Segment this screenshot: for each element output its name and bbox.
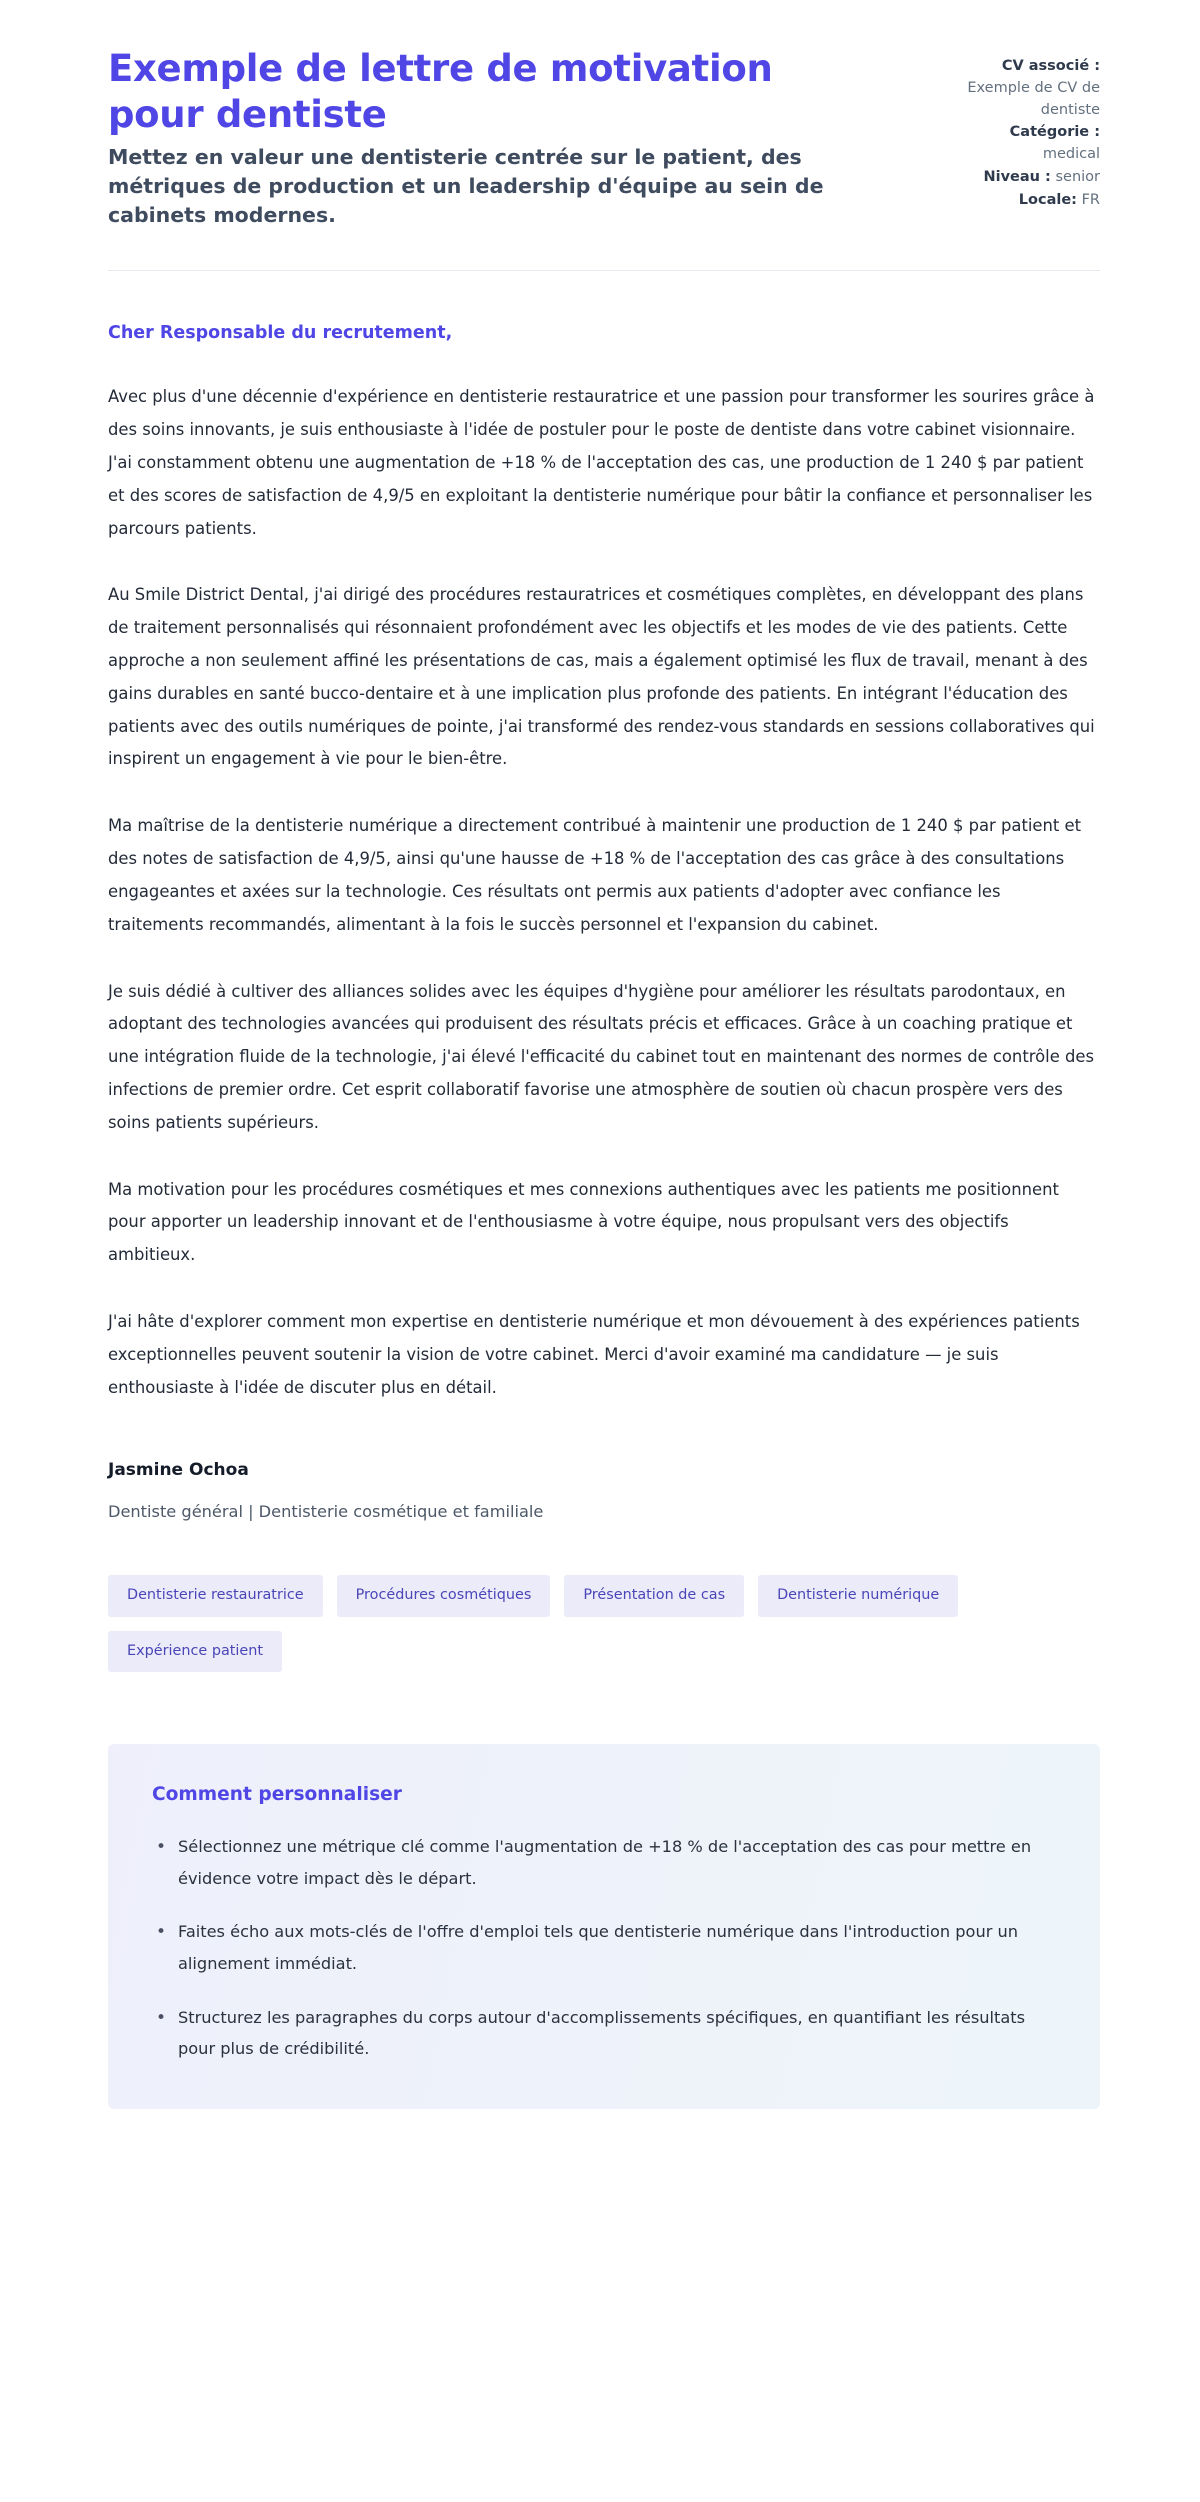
tag-chip[interactable]: Dentisterie numérique [758, 1575, 958, 1616]
tag-chip[interactable]: Procédures cosmétiques [337, 1575, 551, 1616]
cover-letter-body [108, 271, 1100, 1521]
meta-level [914, 167, 1100, 189]
meta-level-label: Niveau : [983, 168, 1051, 185]
meta-category-value: medical [1042, 146, 1100, 162]
signature-block [108, 1460, 1100, 1521]
tag-chip[interactable]: Expérience patient [108, 1631, 282, 1672]
meta-category-label: Catégorie : [1009, 124, 1100, 141]
signature-name: Jasmine Ochoa [108, 1460, 249, 1481]
meta-category [914, 122, 1100, 166]
letter-paragraph: Ma maîtrise de la dentisterie numérique a directement contribué à maintenir une production de 1 240 $ par patient et des notes de satisfaction de 4,9/5, ainsi qu'une hausse de +18 % de l'acceptation des cas grâce à des consultations engageantes et axées sur la technologie. Ces résultats ont permis aux patients d'adopter avec confiance les traitements recommandés, alimentant à la fois le succès personnel et l'expansion du cabinet. [108, 816, 1082, 934]
meta-associated-cv [914, 56, 1100, 121]
meta-locale-label: Locale: [1018, 191, 1077, 208]
letter-paragraph: Je suis dédié à cultiver des alliances solides avec les équipes d'hygiène pour améliorer les résultats parodontaux, en adoptant des technologies avancées qui produisent des résultats précis et efficaces. Grâce à un coaching pratique et une intégration fluide de la technologie, j'ai élevé l'efficacité du cabinet tout en maintenant des normes de contrôle des infections de premier ordre. Cet esprit collaboratif favorise une atmosphère de soutien où chacun prospère vers des soins patients supérieurs. [108, 981, 1095, 1132]
tag-chip[interactable]: Dentisterie restauratrice [108, 1575, 323, 1616]
salutation: Cher Responsable du recrutement, [108, 323, 453, 344]
how-to-customize-callout [108, 1744, 1100, 2109]
letter-paragraph: Avec plus d'une décennie d'expérience en dentisterie restauratrice et une passion pour transformer les sourires grâce à des soins innovants, je suis enthousiaste à l'idée de postuler pour le poste de dentiste dans votre cabinet visionnaire. J'ai constamment obtenu une augmentation de +18 % de l'acceptation des cas, une production de 1 240 $ par patient et des scores de satisfaction de 4,9/5 en exploitant la dentisterie numérique pour bâtir la confiance et personnaliser les parcours patients. [108, 387, 1095, 538]
page-subtitle: Mettez en valeur une dentisterie centrée sur le patient, des métriques de production et un leadership d'équipe au sein de cabinets modernes. [108, 145, 824, 228]
callout-tip-item: • Sélectionnez une métrique clé comme l'augmentation de +18 % de l'acceptation des cas pour mettre en évidence votre impact dès le départ. [152, 1831, 1056, 1894]
meta-associated-cv-value: Exemple de CV de dentiste [967, 79, 1100, 118]
meta-associated-cv-label: CV associé : [1001, 58, 1100, 74]
callout-title: Comment personnaliser [152, 1784, 402, 1806]
document-metadata [914, 46, 1100, 212]
meta-locale [914, 190, 1100, 212]
tag-list [108, 1575, 1100, 1672]
letter-paragraph: J'ai hâte d'explorer comment mon expertise en dentisterie numérique et mon dévouement à des expériences patients exceptionnelles peuvent soutenir la vision de votre cabinet. Merci d'avoir examiné ma candidature — je suis enthousiaste à l'idée de discuter plus en détail. [108, 1312, 1080, 1397]
tag-chip[interactable]: Présentation de cas [564, 1575, 744, 1616]
callout-tip-list [152, 1831, 1056, 2065]
callout-tip-item: • Structurez les paragraphes du corps autour d'accomplissements spécifiques, en quantifiant les résultats pour plus de crédibilité. [152, 2002, 1056, 2065]
page-title: Exemple de lettre de motivation pour dentiste [108, 47, 773, 136]
meta-locale-value: FR [1081, 191, 1100, 208]
callout-tip-item: • Faites écho aux mots-clés de l'offre d'emploi tels que dentisterie numérique dans l'introduction pour un alignement immédiat. [152, 1916, 1056, 1979]
meta-level-value: senior [1055, 168, 1100, 185]
signature-role: Dentiste général | Dentisterie cosmétique et familiale [108, 1502, 544, 1522]
page-header [108, 46, 1100, 230]
letter-paragraph: Ma motivation pour les procédures cosmétiques et mes connexions authentiques avec les patients me positionnent pour apporter un leadership innovant et de l'enthousiasme à votre équipe, nous propulsant vers des objectifs ambitieux. [108, 1179, 1059, 1265]
letter-paragraph: Au Smile District Dental, j'ai dirigé des procédures restauratrices et cosmétiques complètes, en développant des plans de traitement personnalisés qui résonnaient profondément avec les objectifs et les modes de vie des patients. Cette approche a non seulement affiné les présentations de cas, mais a également optimisé les flux de travail, menant à des gains durables en santé bucco-dentaire et à une implication plus profonde des patients. En intégrant l'éducation des patients avec des outils numériques de pointe, j'ai transformé des rendez-vous standards en sessions collaboratives qui inspirent un engagement à vie pour le bien-être. [108, 585, 1095, 769]
header-text-group [108, 46, 874, 230]
